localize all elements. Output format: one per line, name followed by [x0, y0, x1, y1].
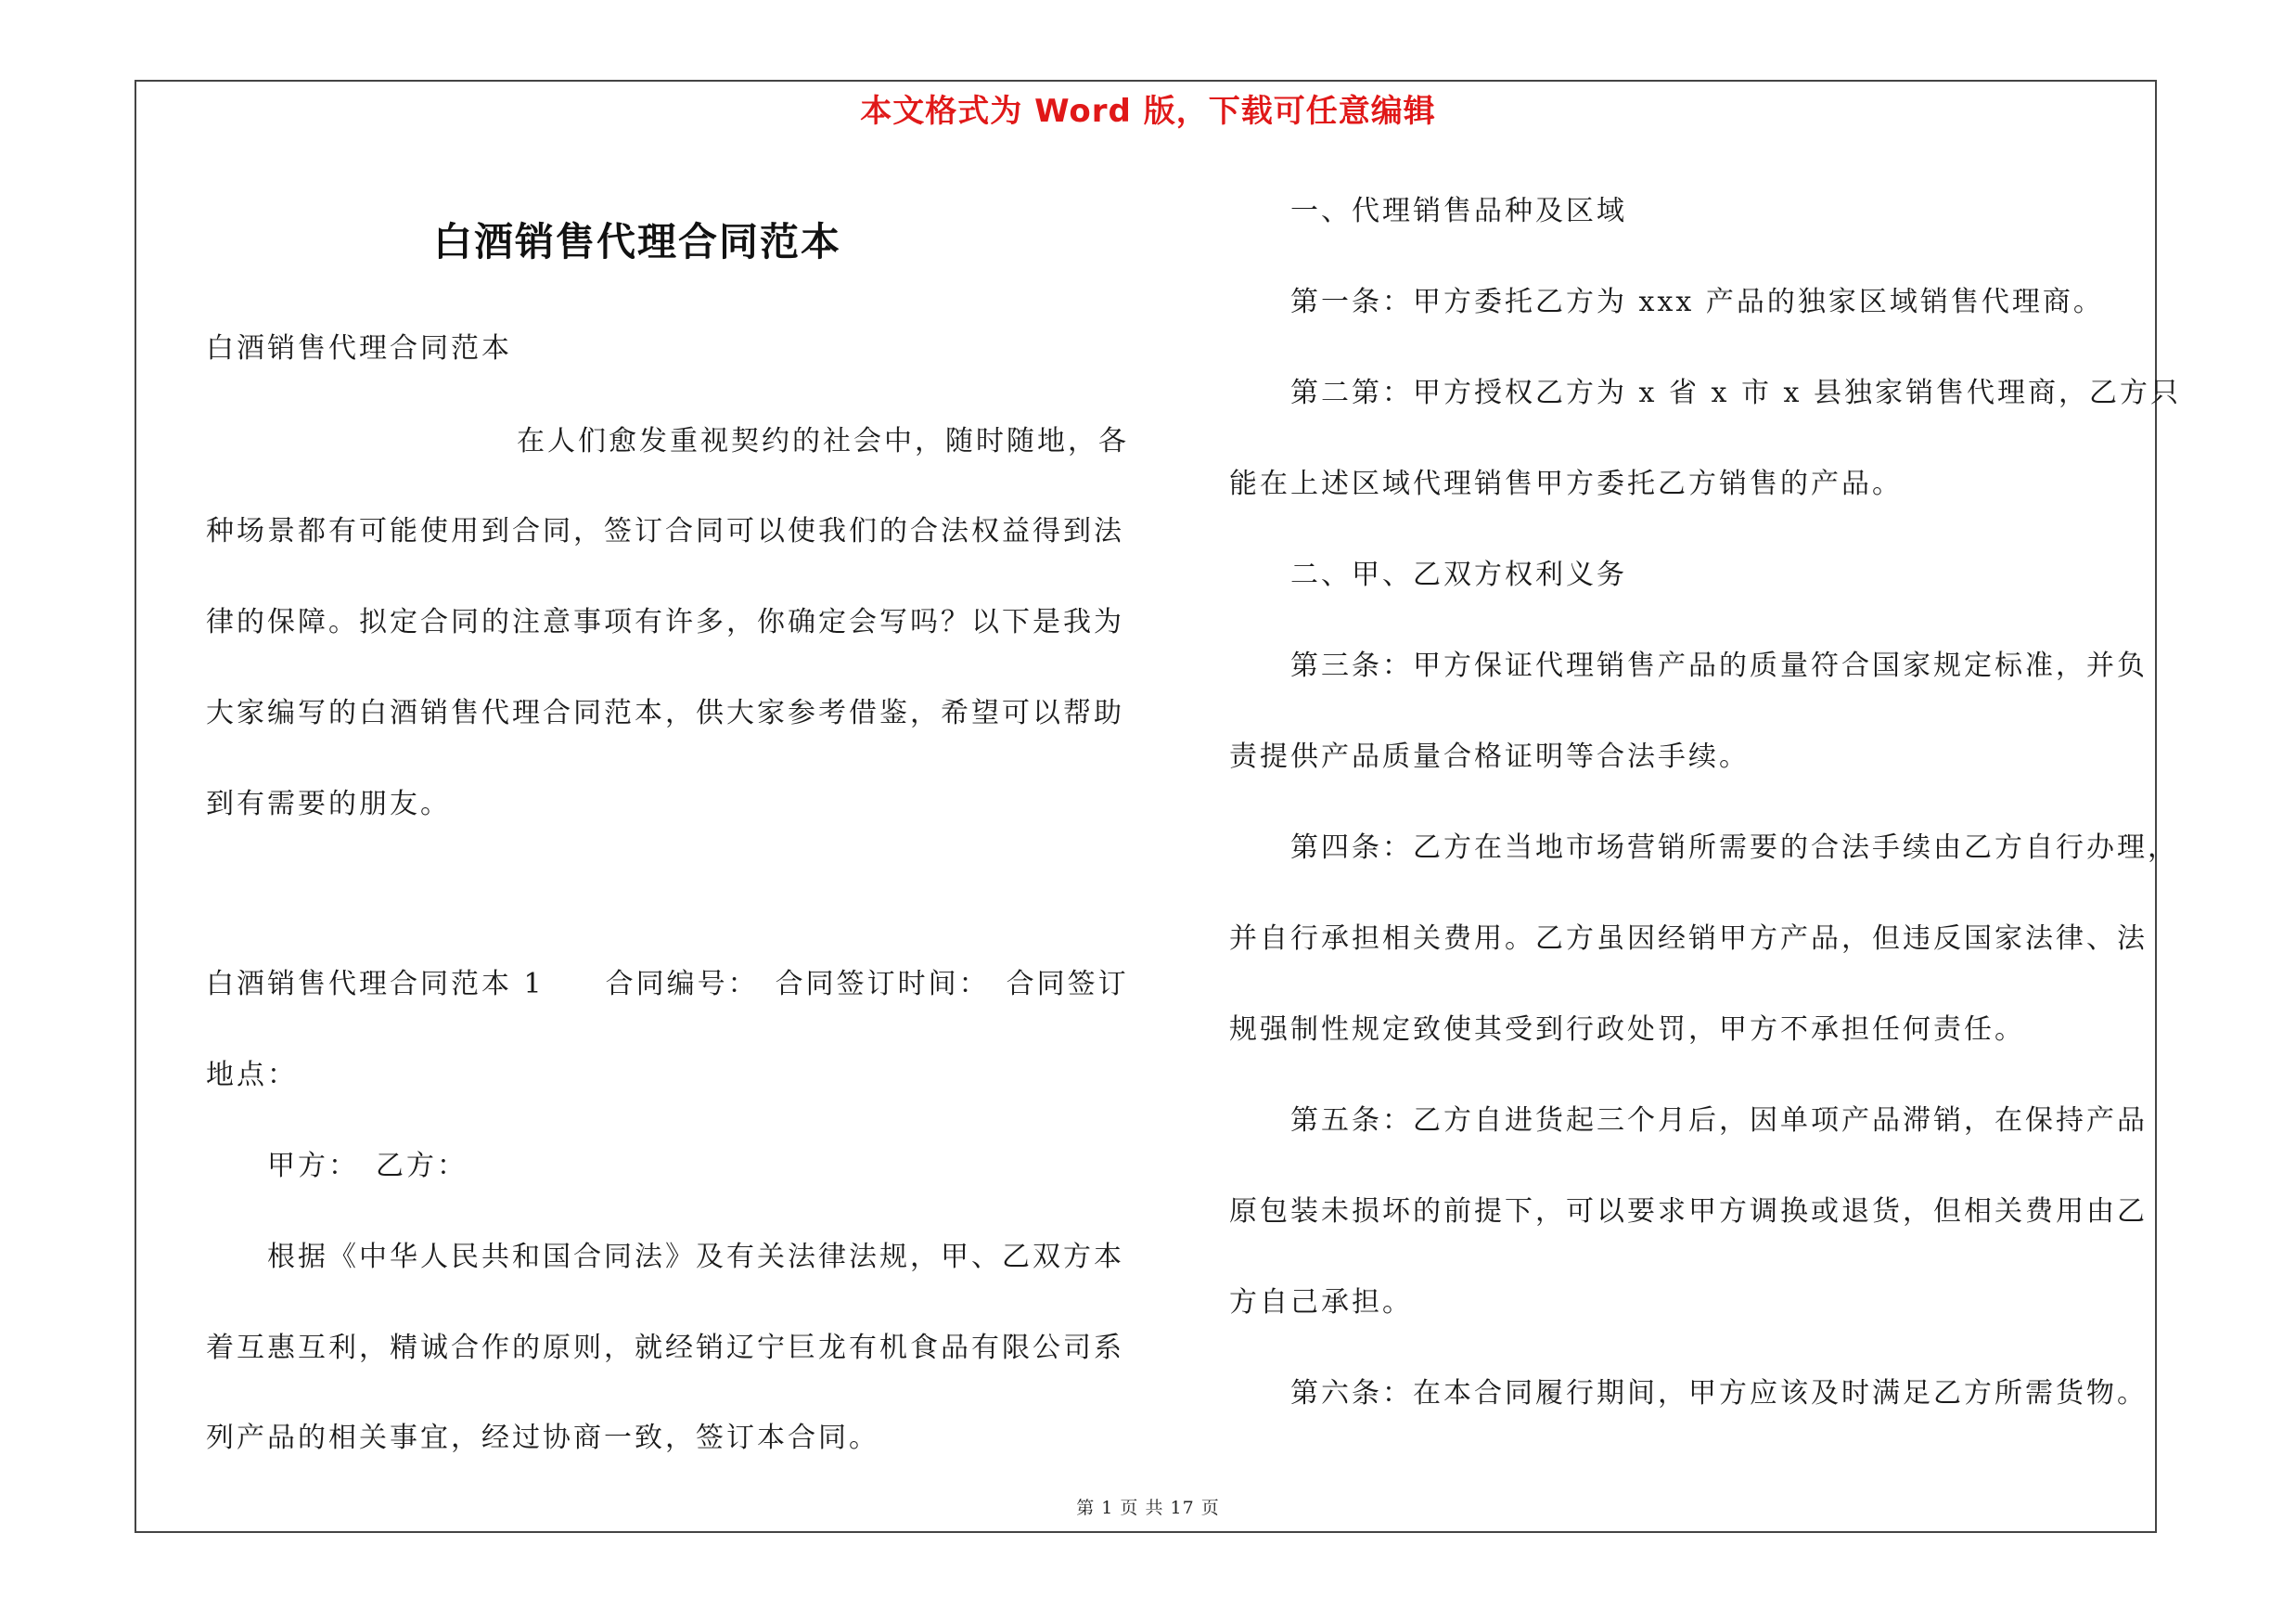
format-banner: 本文格式为 Word 版，下载可任意编辑: [860, 93, 1436, 130]
clause-line: 原包装未损坏的前提下，可以要求甲方调换或退货，但相关费用由乙: [1229, 1195, 2148, 1228]
contract-heading-line: 白酒销售代理合同范本 1 合同编号： 合同签订时间： 合同签订: [206, 968, 1129, 1000]
paragraph-line: 种场景都有可能使用到合同，签订合同可以使我们的合法权益得到法: [206, 515, 1124, 547]
section-heading: 二、甲、乙双方权利义务: [1290, 559, 1627, 591]
current-page-number: 1: [1101, 1498, 1114, 1518]
paragraph-line: 大家编写的白酒销售代理合同范本，供大家参考借鉴，希望可以帮助: [206, 697, 1124, 729]
paragraph-line: 到有需要的朋友。: [206, 788, 451, 820]
clause-line: 并自行承担相关费用。乙方虽因经销甲方产品，但违反国家法律、法: [1229, 922, 2148, 955]
parties-line: 甲方： 乙方：: [267, 1150, 468, 1182]
paragraph-line: 在人们愈发重视契约的社会中，随时随地，各: [517, 425, 1129, 457]
clause-line: 规强制性规定致使其受到行政处罚，甲方不承担任何责任。: [1229, 1013, 2025, 1046]
clause-line: 方自己承担。: [1229, 1286, 1413, 1319]
paragraph-line: 根据《中华人民共和国合同法》及有关法律法规，甲、乙双方本: [267, 1241, 1124, 1273]
clause-line: 第一条：甲方委托乙方为 xxx 产品的独家区域销售代理商。: [1290, 286, 2104, 318]
clause-line: 第六条：在本合同履行期间，甲方应该及时满足乙方所需货物。: [1290, 1377, 2148, 1410]
clause-line: 第四条：乙方在当地市场营销所需要的合法手续由乙方自行办理，: [1290, 831, 2178, 864]
clause-line: 第五条：乙方自进货起三个月后，因单项产品滞销，在保持产品: [1290, 1104, 2148, 1137]
clause-line: 第二第：甲方授权乙方为 x 省 x 市 x 县独家销售代理商，乙方只: [1290, 377, 2181, 409]
footer-middle: 页 共: [1120, 1498, 1164, 1518]
contract-heading-line: 地点：: [206, 1059, 298, 1091]
footer-prefix: 第: [1076, 1498, 1096, 1518]
paragraph-line: 律的保障。拟定合同的注意事项有许多，你确定会写吗？以下是我为: [206, 606, 1124, 638]
clause-line: 能在上述区域代理销售甲方委托乙方销售的产品。: [1229, 468, 1903, 500]
section-heading: 一、代理销售品种及区域: [1290, 195, 1627, 227]
clause-line: 第三条：甲方保证代理销售产品的质量符合国家规定标准，并负: [1290, 650, 2148, 682]
document-title: 白酒销售代理合同范本: [432, 219, 841, 264]
page-footer: [0, 1494, 2296, 1519]
clause-line: 责提供产品质量合格证明等合法手续。: [1229, 741, 1750, 773]
total-pages-number: 17: [1170, 1498, 1195, 1518]
subtitle-line: 白酒销售代理合同范本: [206, 332, 512, 365]
paragraph-line: 列产品的相关事宜，经过协商一致，签订本合同。: [206, 1422, 879, 1454]
paragraph-line: 着互惠互利，精诚合作的原则，就经销辽宁巨龙有机食品有限公司系: [206, 1332, 1124, 1364]
footer-suffix: 页: [1200, 1498, 1220, 1518]
